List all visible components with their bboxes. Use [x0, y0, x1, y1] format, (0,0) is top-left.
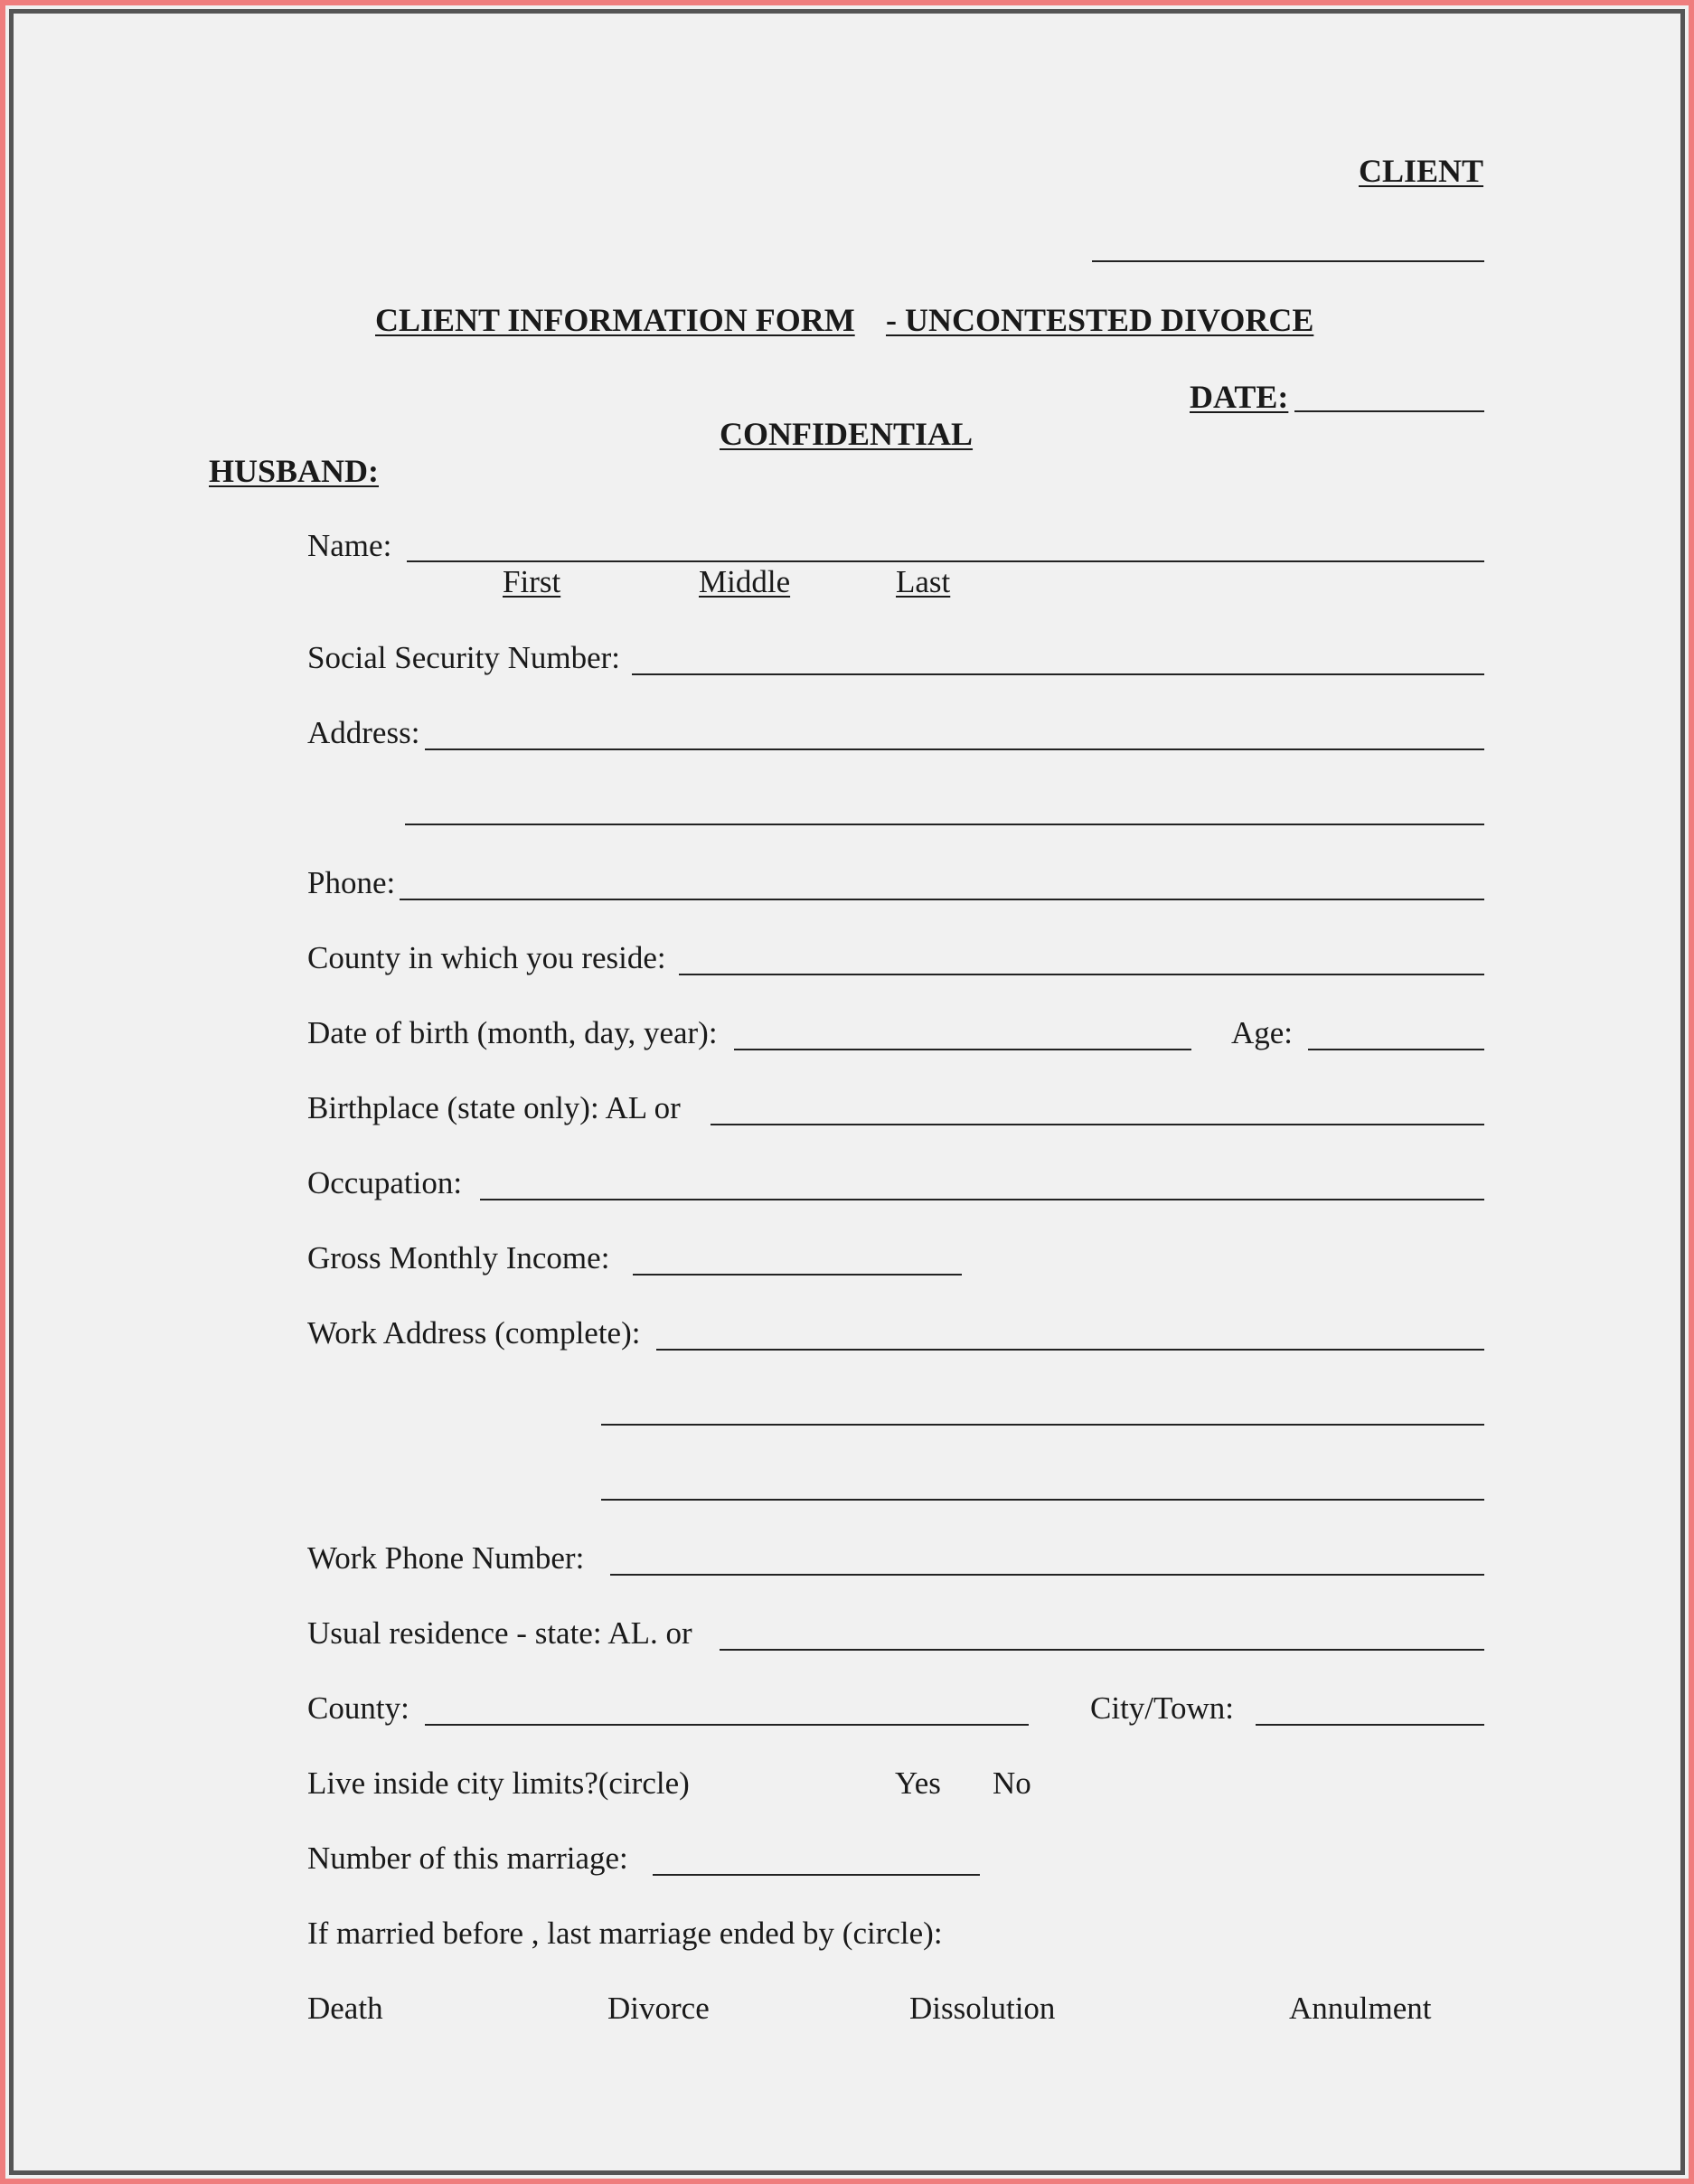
address-label: Address:: [307, 715, 420, 750]
residence-line[interactable]: [720, 1649, 1484, 1651]
city-limits-label: Live inside city limits?(circle): [307, 1765, 690, 1801]
married-before-label: If married before , last marriage ended by (circle):: [307, 1916, 943, 1951]
option-death[interactable]: Death: [307, 1991, 383, 2026]
option-divorce[interactable]: Divorce: [607, 1991, 710, 2026]
name-middle-label: Middle: [699, 564, 791, 599]
name-last-label: Last: [896, 564, 951, 599]
county-line[interactable]: [425, 1724, 1029, 1726]
address-line-1[interactable]: [425, 748, 1484, 750]
work-address-line-1[interactable]: [656, 1349, 1484, 1351]
city-line[interactable]: [1256, 1724, 1484, 1726]
city-label: City/Town:: [1090, 1690, 1234, 1726]
option-dissolution[interactable]: Dissolution: [909, 1991, 1056, 2026]
age-line[interactable]: [1308, 1049, 1484, 1050]
occupation-label: Occupation:: [307, 1165, 463, 1200]
ssn-label: Social Security Number:: [307, 640, 621, 675]
work-phone-line[interactable]: [610, 1574, 1484, 1576]
date-label: DATE:: [1190, 379, 1289, 415]
work-address-label: Work Address (complete):: [307, 1315, 641, 1351]
ssn-line[interactable]: [632, 673, 1484, 675]
client-number-line[interactable]: [1092, 260, 1484, 262]
phone-label: Phone:: [307, 865, 396, 900]
marriage-number-line[interactable]: [653, 1874, 980, 1876]
income-line[interactable]: [633, 1274, 962, 1276]
option-annulment[interactable]: Annulment: [1289, 1991, 1432, 2026]
income-label: Gross Monthly Income:: [307, 1240, 610, 1276]
address-line-2[interactable]: [405, 824, 1484, 825]
county-reside-label: County in which you reside:: [307, 940, 666, 975]
dob-label: Date of birth (month, day, year):: [307, 1015, 718, 1050]
city-limits-yes[interactable]: Yes: [895, 1765, 941, 1801]
name-first-label: First: [503, 564, 561, 599]
form-title: CLIENT INFORMATION FORM: [375, 302, 855, 338]
residence-label: Usual residence - state: AL. or: [307, 1615, 692, 1651]
date-line[interactable]: [1294, 410, 1484, 412]
work-address-line-2[interactable]: [601, 1424, 1484, 1426]
birthplace-line[interactable]: [711, 1124, 1484, 1125]
client-label: CLIENT: [1359, 153, 1484, 189]
city-limits-no[interactable]: No: [993, 1765, 1031, 1801]
birthplace-label: Birthplace (state only): AL or: [307, 1090, 681, 1125]
county-label: County:: [307, 1690, 409, 1726]
work-phone-label: Work Phone Number:: [307, 1540, 585, 1576]
section-heading-husband: HUSBAND:: [209, 453, 380, 489]
county-reside-line[interactable]: [679, 974, 1484, 975]
work-address-line-3[interactable]: [601, 1499, 1484, 1501]
name-label: Name:: [307, 528, 392, 563]
dob-line[interactable]: [734, 1049, 1191, 1050]
form-subtitle: - UNCONTESTED DIVORCE: [886, 302, 1314, 338]
age-label: Age:: [1231, 1015, 1294, 1050]
confidential-label: CONFIDENTIAL: [720, 416, 974, 452]
phone-line[interactable]: [400, 899, 1484, 900]
name-line[interactable]: [407, 560, 1484, 562]
occupation-line[interactable]: [480, 1199, 1484, 1200]
marriage-number-label: Number of this marriage:: [307, 1840, 628, 1876]
